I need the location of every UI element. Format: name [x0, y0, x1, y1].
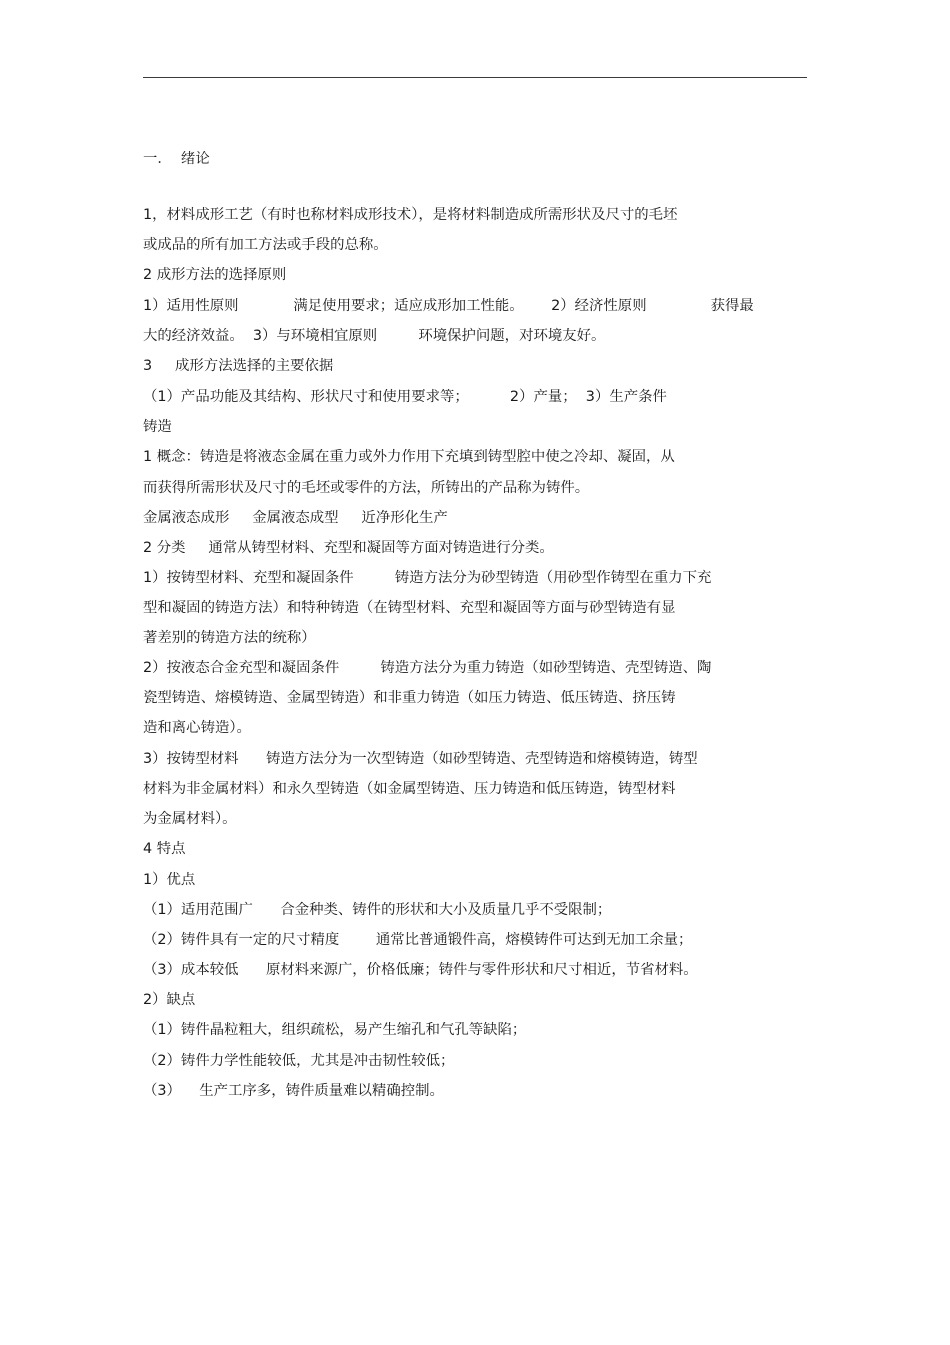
text-line: 材料为非金属材料）和永久型铸造（如金属型铸造、压力铸造和低压铸造，铸型材料	[143, 781, 676, 797]
subheading: 1）优点	[143, 872, 196, 888]
subheading: 3 成形方法选择的主要依据	[143, 358, 334, 374]
text-line: 1，材料成形工艺（有时也称材料成形技术），是将材料制造成所需形状及尺寸的毛坯	[143, 207, 678, 223]
text-line: 1）适用性原则 满足使用要求；适应成形加工性能。 2）经济性原则 获得最	[143, 298, 754, 314]
text-line: （3）成本较低 原材料来源广，价格低廉；铸件与零件形状和尺寸相近，节省材料。	[143, 962, 698, 978]
text-line: （1）铸件晶粒粗大，组织疏松，易产生缩孔和气孔等缺陷；	[143, 1022, 527, 1038]
text-line: （1）产品功能及其结构、形状尺寸和使用要求等； 2）产量； 3）生产条件	[143, 389, 667, 405]
subheading: 铸造	[143, 419, 172, 435]
section-heading: 一． 绪论	[143, 151, 210, 167]
text-line: 大的经济效益。 3）与环境相宜原则 环境保护问题，对环境友好。	[143, 328, 606, 344]
text-line: 3）按铸型材料 铸造方法分为一次型铸造（如砂型铸造、壳型铸造和熔模铸造，铸型	[143, 751, 698, 767]
text-line: （2）铸件力学性能较低，尤其是冲击韧性较低；	[143, 1053, 455, 1069]
text-line: 金属液态成形 金属液态成型 近净形化生产	[143, 510, 448, 526]
subheading: 2 分类 通常从铸型材料、充型和凝固等方面对铸造进行分类。	[143, 540, 554, 556]
subheading: 4 特点	[143, 841, 186, 857]
subheading: 2）缺点	[143, 992, 196, 1008]
text-line: 1）按铸型材料、充型和凝固条件 铸造方法分为砂型铸造（用砂型作铸型在重力下充	[143, 570, 712, 586]
text-line: 著差别的铸造方法的统称）	[143, 630, 316, 646]
text-line: 而获得所需形状及尺寸的毛坯或零件的方法，所铸出的产品称为铸件。	[143, 480, 590, 496]
text-line: 为金属材料）。	[143, 811, 237, 827]
text-line: 造和离心铸造）。	[143, 720, 251, 736]
text-line: （2）铸件具有一定的尺寸精度 通常比普通锻件高，熔模铸件可达到无加工余量；	[143, 932, 693, 948]
text-line: （3） 生产工序多，铸件质量难以精确控制。	[143, 1083, 444, 1099]
text-line: 或成品的所有加工方法或手段的总称。	[143, 237, 388, 253]
text-line: （1）适用范围广 合金种类、铸件的形状和大小及质量几乎不受限制；	[143, 902, 612, 918]
text-line: 1 概念：铸造是将液态金属在重力或外力作用下充填到铸型腔中使之冷却、凝固，从	[143, 449, 675, 465]
text-line: 瓷型铸造、熔模铸造、金属型铸造）和非重力铸造（如压力铸造、低压铸造、挤压铸	[143, 690, 676, 706]
text-line: 2）按液态合金充型和凝固条件 铸造方法分为重力铸造（如砂型铸造、壳型铸造、陶	[143, 660, 712, 676]
subheading: 2 成形方法的选择原则	[143, 267, 287, 283]
text-line: 型和凝固的铸造方法）和特种铸造（在铸型材料、充型和凝固等方面与砂型铸造有显	[143, 600, 676, 616]
